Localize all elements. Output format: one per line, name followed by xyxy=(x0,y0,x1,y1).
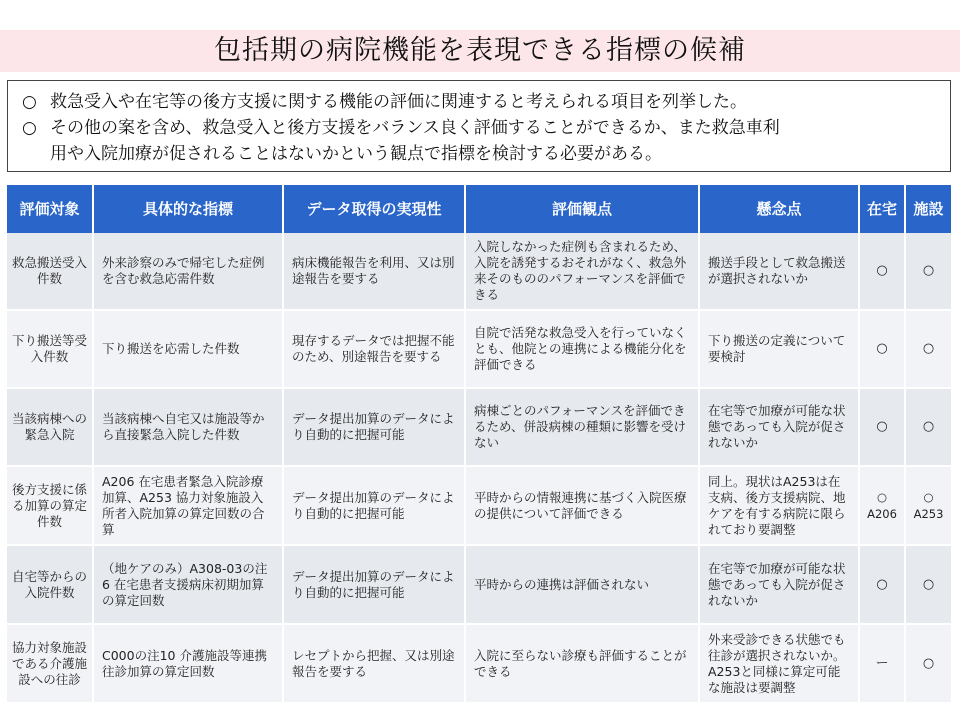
note-line xyxy=(18,89,940,115)
cell-feasibility: 現存するデータでは把握不能のため、別途報告を要する xyxy=(283,310,465,388)
cell-facility: ○ xyxy=(905,545,951,624)
note-text: その他の案を含め、救急受入と後方支援をバランス良く評価することができるか、また救急車利 xyxy=(50,118,780,138)
page-title: 包括期の病院機能を表現できる指標の候補 xyxy=(214,35,746,66)
cell-target: 当該病棟への緊急入院 xyxy=(7,388,93,466)
cell-feasibility: データ提出加算のデータにより自動的に把握可能 xyxy=(283,466,465,545)
cell-concern: 外来受診できる状態でも往診が選択されないか。A253と同様に算定可能な施設は要調整 xyxy=(699,624,859,703)
header-viewpoint: 評価観点 xyxy=(465,185,699,233)
cell-viewpoint: 病棟ごとのパフォーマンスを評価できるため、併設病棟の種類に影響を受けない xyxy=(465,388,699,466)
cell-facility: ○ xyxy=(905,310,951,388)
table-header-row xyxy=(7,185,951,233)
cell-viewpoint: 自院で活発な救急受入を行っていなくとも、他院との連携による機能分化を評価できる xyxy=(465,310,699,388)
cell-home: ○ xyxy=(859,388,905,466)
cell-target: 協力対象施設である介護施設への往診 xyxy=(7,624,93,703)
cell-concern: 在宅等で加療が可能な状態であっても入院が促されないか xyxy=(699,388,859,466)
cell-feasibility: データ提出加算のデータにより自動的に把握可能 xyxy=(283,545,465,624)
table-row xyxy=(7,310,951,388)
cell-concern: 同上。現状はA253は在支病、後方支援病院、地ケアを有する病院に限られており要調整 xyxy=(699,466,859,545)
header-indicator: 具体的な指標 xyxy=(93,185,283,233)
cell-viewpoint: 平時からの情報連携に基づく入院医療の提供について評価できる xyxy=(465,466,699,545)
cell-home: ○ A206 xyxy=(859,466,905,545)
cell-home: ○ xyxy=(859,545,905,624)
header-target: 評価対象 xyxy=(7,185,93,233)
cell-indicator: （地ケアのみ）A308-03の注6 在宅患者支援病床初期加算の算定回数 xyxy=(93,545,283,624)
table-row xyxy=(7,545,951,624)
cell-feasibility: レセプトから把握、又は別途報告を要する xyxy=(283,624,465,703)
cell-indicator: 当該病棟へ自宅又は施設等から直接緊急入院した件数 xyxy=(93,388,283,466)
cell-target: 自宅等からの入院件数 xyxy=(7,545,93,624)
cell-target: 下り搬送等受入件数 xyxy=(7,310,93,388)
bullet-circle: ○ xyxy=(22,92,37,112)
table-row xyxy=(7,388,951,466)
cell-indicator: C000の注10 介護施設等連携往診加算の算定回数 xyxy=(93,624,283,703)
cell-feasibility: 病床機能報告を利用、又は別途報告を要する xyxy=(283,233,465,310)
cell-viewpoint: 入院しなかった症例も含まれるため、入院を誘発するおそれがなく、救急外来そのもののパフォーマンスを評価できる xyxy=(465,233,699,310)
header-feasibility: データ取得の実現性 xyxy=(283,185,465,233)
note-line xyxy=(18,115,940,141)
header-home: 在宅 xyxy=(859,185,905,233)
header-concern: 懸念点 xyxy=(699,185,859,233)
table-row xyxy=(7,233,951,310)
cell-indicator: 下り搬送を応需した件数 xyxy=(93,310,283,388)
table-row xyxy=(7,624,951,703)
cell-facility: ○ A253 xyxy=(905,466,951,545)
cell-target: 後方支援に係る加算の算定件数 xyxy=(7,466,93,545)
cell-viewpoint: 平時からの連携は評価されない xyxy=(465,545,699,624)
cell-home: ー xyxy=(859,624,905,703)
cell-concern: 在宅等で加療が可能な状態であっても入院が促されないか xyxy=(699,545,859,624)
note-text: 用や入院加療が促されることはないかという観点で指標を検討する必要がある。 xyxy=(50,144,662,164)
cell-facility: ○ xyxy=(905,233,951,310)
cell-feasibility: データ提出加算のデータにより自動的に把握可能 xyxy=(283,388,465,466)
cell-concern: 下り搬送の定義について要検討 xyxy=(699,310,859,388)
note-line xyxy=(18,141,940,167)
indicator-table xyxy=(7,185,951,704)
table-row xyxy=(7,466,951,545)
cell-home: ○ xyxy=(859,233,905,310)
note-text: 救急受入や在宅等の後方支援に関する機能の評価に関連すると考えられる項目を列挙した。 xyxy=(50,92,747,112)
header-facility: 施設 xyxy=(905,185,951,233)
cell-target: 救急搬送受入件数 xyxy=(7,233,93,310)
cell-home: ○ xyxy=(859,310,905,388)
cell-viewpoint: 入院に至らない診療も評価することができる xyxy=(465,624,699,703)
cell-indicator: A206 在宅患者緊急入院診療加算、A253 協力対象施設入所者入院加算の算定回数の合算 xyxy=(93,466,283,545)
cell-facility: ○ xyxy=(905,624,951,703)
notes-box xyxy=(7,80,951,172)
cell-indicator: 外来診察のみで帰宅した症例を含む救急応需件数 xyxy=(93,233,283,310)
cell-facility: ○ xyxy=(905,388,951,466)
cell-concern: 搬送手段として救急搬送が選択されないか xyxy=(699,233,859,310)
bullet-circle: ○ xyxy=(22,118,37,138)
